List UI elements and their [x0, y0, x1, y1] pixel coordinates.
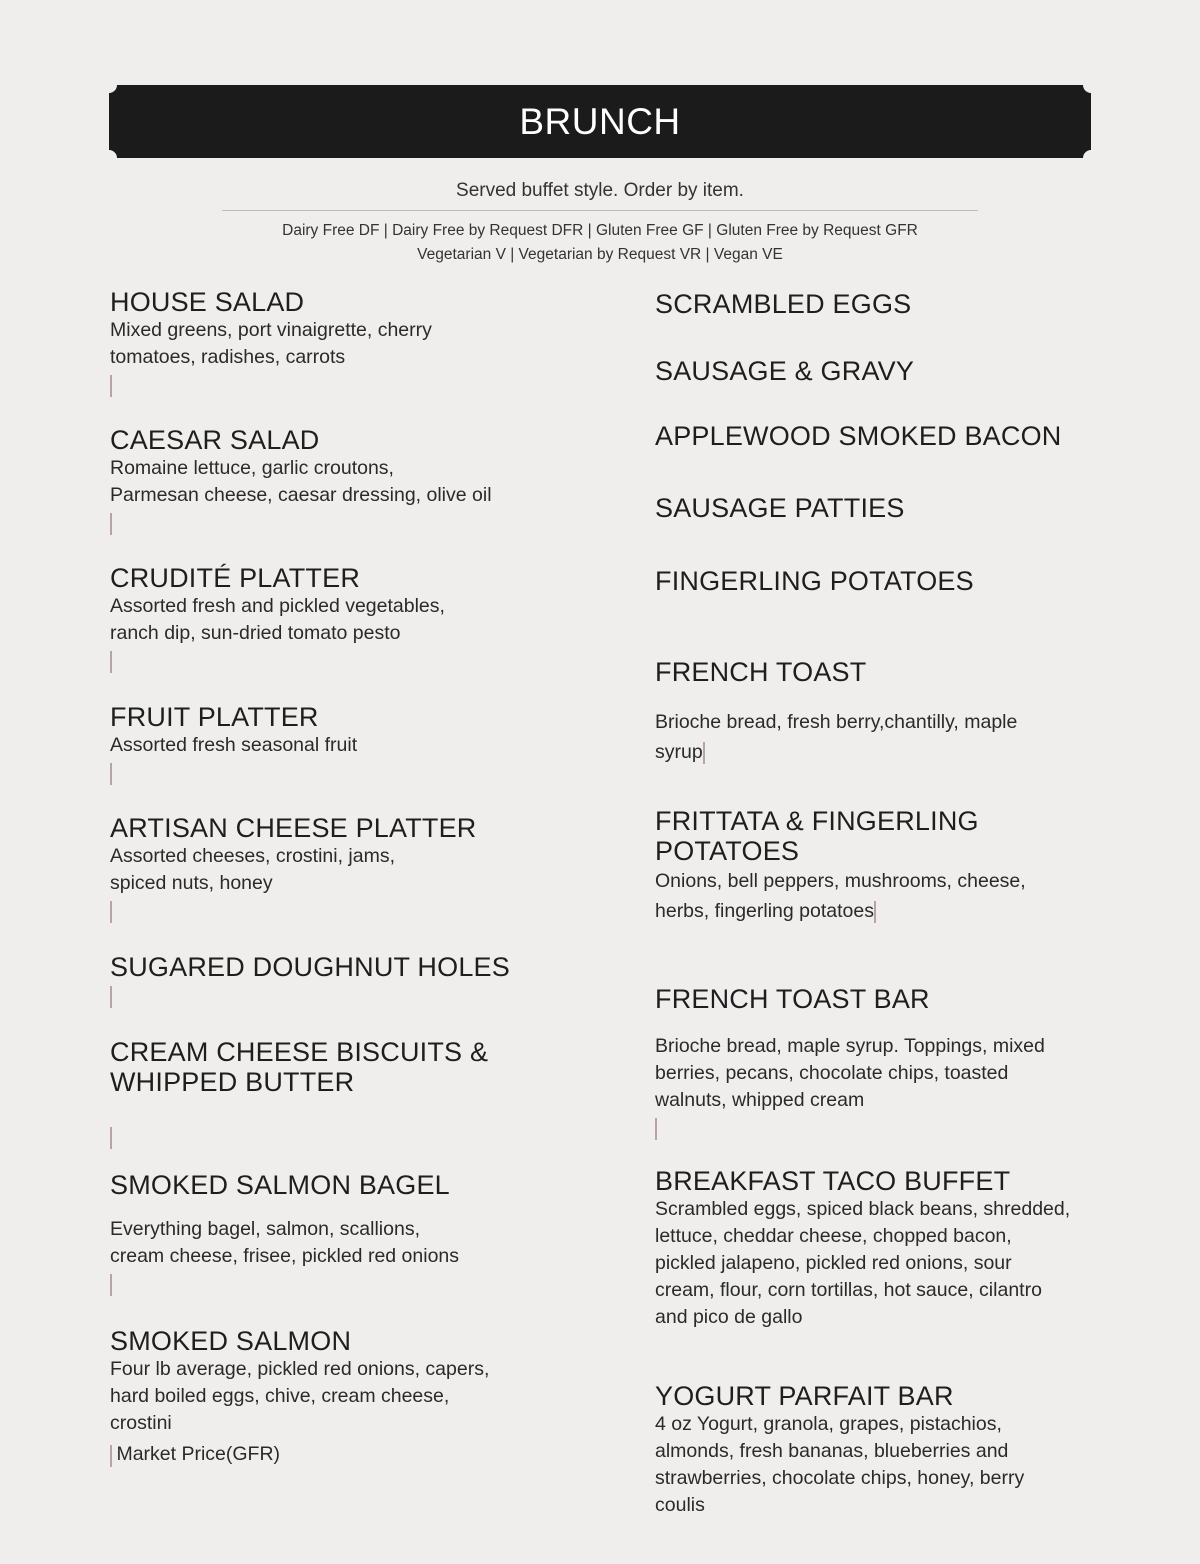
item-title: CREAM CHEESE BISCUITS &	[110, 1037, 489, 1067]
item-description: Scrambled eggs, spiced black beans, shredded,	[655, 1198, 1071, 1220]
price-marker	[110, 375, 112, 397]
item-title: SUGARED DOUGHNUT HOLES	[110, 952, 510, 982]
item-title: SCRAMBLED EGGS	[655, 289, 912, 319]
item-description: Assorted fresh seasonal fruit	[110, 734, 358, 756]
item-description: lettuce, cheddar cheese, chopped bacon,	[655, 1225, 1012, 1247]
menu-item-french-toast	[655, 657, 1095, 767]
item-title: HOUSE SALAD	[110, 287, 305, 317]
item-title: FRUIT PLATTER	[110, 702, 319, 732]
price-marker	[703, 742, 705, 764]
market-price: Market Price(GFR)	[116, 1443, 281, 1465]
item-title: CAESAR SALAD	[110, 425, 320, 455]
menu-item-yogurt-parfait-bar	[655, 1381, 1095, 1519]
price-marker	[110, 986, 112, 1008]
item-description: Brioche bread, maple syrup. Toppings, mixed	[655, 1035, 1045, 1057]
menu-item-smoked-salmon	[110, 1326, 550, 1468]
price-marker	[110, 901, 112, 923]
item-title: FRENCH TOAST	[655, 657, 867, 687]
price-marker	[110, 513, 112, 535]
item-title: APPLEWOOD SMOKED BACON	[655, 421, 1062, 451]
item-title: ARTISAN CHEESE PLATTER	[110, 813, 477, 843]
menu-item-frittata	[655, 806, 1095, 926]
item-description: berries, pecans, chocolate chips, toasted	[655, 1062, 1009, 1084]
dietary-legend-line2: Vegetarian V | Vegetarian by Request VR | Vegan VE	[417, 246, 783, 263]
item-title: POTATOES	[655, 836, 800, 866]
item-description: spiced nuts, honey	[110, 872, 273, 894]
item-description: Brioche bread, fresh berry,chantilly, maple	[655, 711, 1018, 733]
menu-item-sausage-gravy	[655, 356, 1095, 386]
subtitle: Served buffet style. Order by item.	[456, 180, 744, 201]
title-banner	[109, 85, 1091, 158]
item-description: cream, flour, corn tortillas, hot sauce, cilantro	[655, 1279, 1042, 1301]
price-marker	[110, 1445, 112, 1467]
price-marker	[655, 1118, 657, 1140]
item-description: 4 oz Yogurt, granola, grapes, pistachios,	[655, 1413, 1002, 1435]
price-marker	[110, 1127, 112, 1149]
item-description: Four lb average, pickled red onions, capers,	[110, 1358, 490, 1380]
price-marker	[110, 763, 112, 785]
menu-item-caesar-salad	[110, 425, 550, 540]
item-description: ranch dip, sun-dried tomato pesto	[110, 622, 401, 644]
item-description: almonds, fresh bananas, blueberries and	[655, 1440, 1009, 1462]
menu-item-sausage-patties	[655, 493, 1095, 523]
menu-item-smoked-salmon-bagel	[110, 1170, 550, 1301]
menu-item-fingerling-potatoes	[655, 566, 1095, 596]
item-description: Assorted cheeses, crostini, jams,	[110, 845, 396, 867]
item-description: Assorted fresh and pickled vegetables,	[110, 595, 445, 617]
item-description: Everything bagel, salmon, scallions,	[110, 1218, 420, 1240]
item-title: CRUDITÉ PLATTER	[110, 563, 361, 593]
item-description: cream cheese, frisee, pickled red onions	[110, 1245, 460, 1267]
divider	[222, 210, 978, 211]
dietary-legend-line1: Dairy Free DF | Dairy Free by Request DFR | Gluten Free GF | Gluten Free by Request GFR	[282, 222, 918, 239]
price-marker	[110, 1274, 112, 1296]
item-description: Parmesan cheese, caesar dressing, olive oil	[110, 484, 492, 506]
menu-item-artisan-cheese-platter	[110, 813, 550, 928]
menu-item-house-salad	[110, 287, 550, 402]
item-description: Romaine lettuce, garlic croutons,	[110, 457, 394, 479]
menu-item-french-toast-bar	[655, 984, 1095, 1145]
menu-item-crudite-platter	[110, 563, 550, 678]
item-description: coulis	[655, 1494, 705, 1516]
item-title: YOGURT PARFAIT BAR	[655, 1381, 954, 1411]
menu-item-sugared-doughnut-holes	[110, 952, 550, 1013]
item-title: SAUSAGE PATTIES	[655, 493, 905, 523]
item-title: SMOKED SALMON	[110, 1326, 352, 1356]
page-title: BRUNCH	[519, 100, 681, 142]
item-description: walnuts, whipped cream	[655, 1089, 865, 1111]
item-title: BREAKFAST TACO BUFFET	[655, 1166, 1011, 1196]
item-description: crostini	[110, 1412, 172, 1434]
item-description: syrup	[655, 741, 703, 763]
item-title: FRITTATA & FINGERLING	[655, 806, 979, 836]
item-title: SMOKED SALMON BAGEL	[110, 1170, 450, 1200]
item-description: and pico de gallo	[655, 1306, 803, 1328]
menu-item-fruit-platter	[110, 702, 550, 790]
item-description: Onions, bell peppers, mushrooms, cheese,	[655, 870, 1026, 892]
item-description: strawberries, chocolate chips, honey, berry	[655, 1467, 1025, 1489]
item-title: WHIPPED BUTTER	[110, 1067, 355, 1097]
menu-item-cream-cheese-biscuits	[110, 1037, 550, 1154]
item-description: Mixed greens, port vinaigrette, cherry	[110, 319, 432, 341]
item-title: FINGERLING POTATOES	[655, 566, 974, 596]
price-marker	[110, 651, 112, 673]
menu-item-applewood-bacon	[655, 421, 1095, 451]
menu-item-scrambled-eggs	[655, 289, 1095, 319]
menu-item-breakfast-taco-buffet	[655, 1166, 1105, 1331]
item-description: herbs, fingerling potatoes	[655, 900, 874, 922]
item-title: FRENCH TOAST BAR	[655, 984, 930, 1014]
item-description: tomatoes, radishes, carrots	[110, 346, 346, 368]
item-description: pickled jalapeno, pickled red onions, sour	[655, 1252, 1012, 1274]
price-marker	[874, 901, 876, 923]
item-title: SAUSAGE & GRAVY	[655, 356, 915, 386]
item-description: hard boiled eggs, chive, cream cheese,	[110, 1385, 450, 1407]
